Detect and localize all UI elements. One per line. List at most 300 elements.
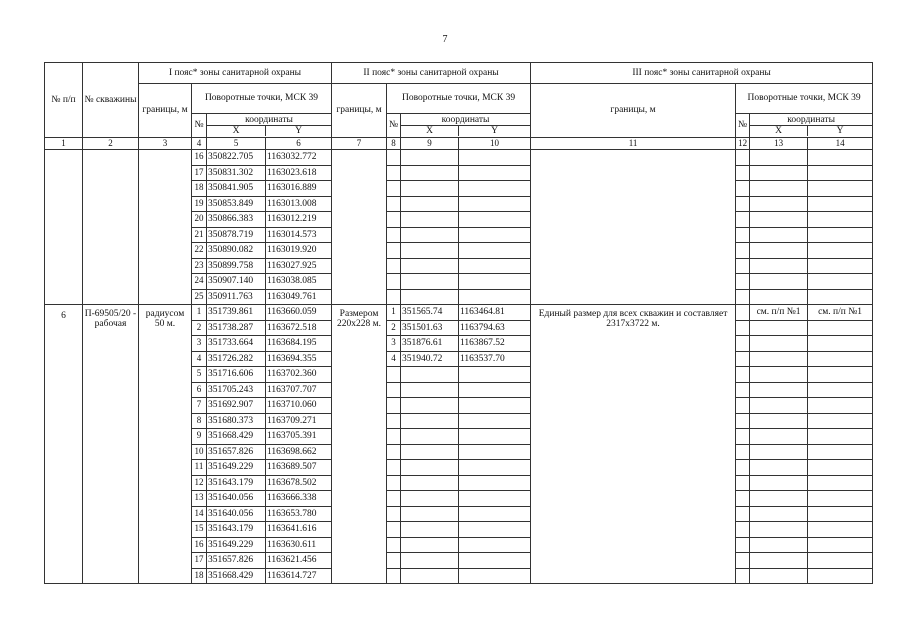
zone3-x <box>750 336 808 352</box>
zone2-point-no <box>387 367 401 383</box>
zone1-y: 1163710.060 <box>266 398 332 414</box>
zone1-x: 350878.719 <box>207 227 266 243</box>
zone3-y <box>808 320 873 336</box>
zone2-y <box>459 413 531 429</box>
zone2-x <box>401 522 459 538</box>
zone3-point-no <box>736 382 750 398</box>
zone1-x: 350841.905 <box>207 181 266 197</box>
zone3-x <box>750 289 808 305</box>
zone3-x <box>750 243 808 259</box>
page-number: 7 <box>442 34 448 45</box>
zone1-y: 1163684.195 <box>266 336 332 352</box>
zone3-y: см. п/п №1 <box>808 305 873 321</box>
zone3-point-no <box>736 243 750 259</box>
zone2-x <box>401 568 459 584</box>
zone2-point-no <box>387 382 401 398</box>
zone1-y: 1163032.772 <box>266 150 332 166</box>
zone1-point-no: 9 <box>192 429 207 445</box>
zone1-point-no: 14 <box>192 506 207 522</box>
zone2-y <box>459 398 531 414</box>
zone2-y <box>459 568 531 584</box>
zone3-point-no <box>736 289 750 305</box>
zone3-x <box>750 382 808 398</box>
zone2-point-no <box>387 196 401 212</box>
header-zone3-coord-label: координаты <box>750 115 872 126</box>
table-row <box>45 150 873 166</box>
zone2-point-no <box>387 289 401 305</box>
header-zone2-y: Y <box>491 126 499 136</box>
zone1-y: 1163660.059 <box>266 305 332 321</box>
zone1-y: 1163678.502 <box>266 475 332 491</box>
zone2-y <box>459 212 531 228</box>
header-zone3-point-no: № <box>736 114 750 138</box>
zone2-y <box>459 537 531 553</box>
zone2-y <box>459 165 531 181</box>
zone2-x: 351565.74 <box>401 305 459 321</box>
header-well-no: № скважины <box>83 63 139 138</box>
zone3-point-no <box>736 460 750 476</box>
zone3-y <box>808 413 873 429</box>
column-number: 9 <box>401 138 459 150</box>
zone2-x <box>401 491 459 507</box>
zone2-x <box>401 165 459 181</box>
zone3-x <box>750 444 808 460</box>
column-number: 11 <box>531 138 736 150</box>
zone3-point-no <box>736 553 750 569</box>
prev-zone1-boundary <box>139 150 192 305</box>
zone1-point-no: 8 <box>192 413 207 429</box>
zone1-x: 351657.826 <box>207 444 266 460</box>
zone3-point-no <box>736 305 750 321</box>
zone1-point-no: 25 <box>192 289 207 305</box>
zone2-y <box>459 227 531 243</box>
zone3-point-no <box>736 181 750 197</box>
column-number: 13 <box>750 138 808 150</box>
zone3-point-no <box>736 413 750 429</box>
prev-zone2-boundary <box>332 150 387 305</box>
zone3-x <box>750 258 808 274</box>
column-number: 7 <box>332 138 387 150</box>
zone2-point-no <box>387 522 401 538</box>
zone3-point-no <box>736 258 750 274</box>
zone3-boundary: Единый размер для всех скважин и составляет 2317х3722 м. <box>531 305 736 584</box>
zone2-y <box>459 429 531 445</box>
zone1-x: 351738.287 <box>207 320 266 336</box>
header-zone2-point-no: № <box>387 114 401 138</box>
zone1-y: 1163707.707 <box>266 382 332 398</box>
zone2-point-no <box>387 553 401 569</box>
zone1-x: 350853.849 <box>207 196 266 212</box>
zone2-boundary: Размером 220х228 м. <box>332 305 387 584</box>
zone2-point-no <box>387 227 401 243</box>
zone3-y <box>808 243 873 259</box>
zone3-y <box>808 196 873 212</box>
zone3-y <box>808 460 873 476</box>
zone1-y: 1163014.573 <box>266 227 332 243</box>
zone2-y <box>459 475 531 491</box>
zone3-y <box>808 227 873 243</box>
zone2-y <box>459 150 531 166</box>
zone3-point-no <box>736 444 750 460</box>
zone2-y <box>459 491 531 507</box>
header-zone2-turning-points: Поворотные точки, МСК 39 <box>387 84 531 114</box>
zone2-point-no <box>387 258 401 274</box>
zone3-point-no <box>736 336 750 352</box>
header-zone3-x: X <box>750 126 808 136</box>
zone3-x <box>750 413 808 429</box>
zone2-x: 351940.72 <box>401 351 459 367</box>
zone3-y <box>808 274 873 290</box>
zone2-y <box>459 522 531 538</box>
sanitary-zone-table <box>44 62 873 584</box>
zone3-x <box>750 196 808 212</box>
zone1-x: 351733.664 <box>207 336 266 352</box>
header-zone2: II пояс* зоны санитарной охраны <box>332 63 531 84</box>
zone3-x <box>750 181 808 197</box>
zone3-y <box>808 212 873 228</box>
header-zone1: I пояс* зоны санитарной охраны <box>139 63 332 84</box>
zone1-y: 1163049.761 <box>266 289 332 305</box>
zone2-x <box>401 506 459 522</box>
zone1-y: 1163705.391 <box>266 429 332 445</box>
zone3-x <box>750 568 808 584</box>
zone3-x <box>750 506 808 522</box>
zone2-point-no: 4 <box>387 351 401 367</box>
zone1-y: 1163016.889 <box>266 181 332 197</box>
zone2-point-no <box>387 212 401 228</box>
zone1-x: 350866.383 <box>207 212 266 228</box>
zone3-point-no <box>736 320 750 336</box>
zone2-point-no <box>387 568 401 584</box>
zone3-y <box>808 336 873 352</box>
zone2-y: 1163537.70 <box>459 351 531 367</box>
zone1-point-no: 13 <box>192 491 207 507</box>
zone1-point-no: 12 <box>192 475 207 491</box>
zone1-y: 1163666.338 <box>266 491 332 507</box>
zone2-x <box>401 382 459 398</box>
zone3-x <box>750 475 808 491</box>
header-zone2-x: X <box>401 126 459 136</box>
zone3-x <box>750 460 808 476</box>
zone1-point-no: 23 <box>192 258 207 274</box>
zone3-y <box>808 351 873 367</box>
zone2-y <box>459 444 531 460</box>
zone1-x: 351668.429 <box>207 429 266 445</box>
zone1-x: 350907.140 <box>207 274 266 290</box>
zone2-point-no <box>387 243 401 259</box>
zone2-x <box>401 150 459 166</box>
zone3-x <box>750 537 808 553</box>
zone2-x <box>401 367 459 383</box>
zone1-y: 1163621.456 <box>266 553 332 569</box>
zone3-x <box>750 429 808 445</box>
zone1-point-no: 4 <box>192 351 207 367</box>
zone2-point-no <box>387 274 401 290</box>
zone3-point-no <box>736 165 750 181</box>
zone1-point-no: 15 <box>192 522 207 538</box>
header-row-no: № п/п <box>45 63 83 138</box>
zone2-point-no <box>387 475 401 491</box>
zone2-y <box>459 196 531 212</box>
zone2-point-no <box>387 491 401 507</box>
zone2-y <box>459 367 531 383</box>
zone1-x: 351692.907 <box>207 398 266 414</box>
zone3-y <box>808 150 873 166</box>
zone3-point-no <box>736 568 750 584</box>
zone3-y <box>808 289 873 305</box>
zone1-x: 351649.229 <box>207 460 266 476</box>
zone2-x <box>401 212 459 228</box>
zone2-point-no <box>387 398 401 414</box>
zone2-y <box>459 274 531 290</box>
zone2-x <box>401 227 459 243</box>
zone1-point-no: 22 <box>192 243 207 259</box>
header-zone1-x: X <box>207 126 266 136</box>
zone2-y: 1163464.81 <box>459 305 531 321</box>
zone2-y <box>459 382 531 398</box>
zone1-point-no: 7 <box>192 398 207 414</box>
zone3-point-no <box>736 196 750 212</box>
prev-row-no <box>45 150 83 305</box>
header-zone1-point-no: № <box>192 114 207 138</box>
zone3-y <box>808 475 873 491</box>
zone1-x: 351643.179 <box>207 522 266 538</box>
zone2-x <box>401 460 459 476</box>
zone3-y <box>808 398 873 414</box>
header-zone2-coordinates <box>401 114 531 138</box>
column-number: 14 <box>808 138 873 150</box>
zone1-x: 350899.758 <box>207 258 266 274</box>
column-number: 6 <box>266 138 332 150</box>
zone3-x <box>750 553 808 569</box>
zone1-x: 351739.861 <box>207 305 266 321</box>
zone1-point-no: 24 <box>192 274 207 290</box>
zone1-point-no: 11 <box>192 460 207 476</box>
zone1-x: 351716.606 <box>207 367 266 383</box>
zone1-y: 1163653.780 <box>266 506 332 522</box>
header-zone1-coord-label: координаты <box>207 115 331 126</box>
zone1-point-no: 19 <box>192 196 207 212</box>
zone3-x <box>750 274 808 290</box>
zone3-point-no <box>736 367 750 383</box>
zone1-y: 1163614.727 <box>266 568 332 584</box>
zone1-point-no: 16 <box>192 150 207 166</box>
zone1-point-no: 16 <box>192 537 207 553</box>
zone2-y: 1163794.63 <box>459 320 531 336</box>
zone1-x: 351657.826 <box>207 553 266 569</box>
zone1-x: 350911.763 <box>207 289 266 305</box>
zone2-x <box>401 444 459 460</box>
zone2-x: 351501.63 <box>401 320 459 336</box>
zone2-y <box>459 243 531 259</box>
zone1-point-no: 20 <box>192 212 207 228</box>
zone1-y: 1163023.618 <box>266 165 332 181</box>
zone2-x <box>401 258 459 274</box>
zone3-y <box>808 382 873 398</box>
zone1-x: 351680.373 <box>207 413 266 429</box>
header-zone3-y: Y <box>836 126 844 136</box>
header-zone1-y: Y <box>295 126 302 136</box>
subheader-row <box>45 84 873 114</box>
zone1-point-no: 2 <box>192 320 207 336</box>
zone1-x: 351668.429 <box>207 568 266 584</box>
zone1-y: 1163709.271 <box>266 413 332 429</box>
zone3-x <box>750 212 808 228</box>
zone2-y <box>459 181 531 197</box>
zone3-y <box>808 429 873 445</box>
zone2-x <box>401 196 459 212</box>
zone1-point-no: 18 <box>192 181 207 197</box>
zone2-x <box>401 537 459 553</box>
zone2-point-no: 1 <box>387 305 401 321</box>
zone1-point-no: 6 <box>192 382 207 398</box>
zone1-point-no: 17 <box>192 553 207 569</box>
zone3-y <box>808 506 873 522</box>
zone1-y: 1163013.008 <box>266 196 332 212</box>
zone1-x: 350822.705 <box>207 150 266 166</box>
well-no: П-69505/20 - рабочая <box>83 305 139 584</box>
zone2-point-no <box>387 537 401 553</box>
zone1-x: 351640.056 <box>207 491 266 507</box>
zone2-x <box>401 181 459 197</box>
zone2-x <box>401 274 459 290</box>
zone1-x: 350890.082 <box>207 243 266 259</box>
zone3-point-no <box>736 398 750 414</box>
column-number: 8 <box>387 138 401 150</box>
zone3-x <box>750 165 808 181</box>
zone1-y: 1163012.219 <box>266 212 332 228</box>
table-row <box>45 305 873 321</box>
zone1-boundary: радиусом 50 м. <box>139 305 192 584</box>
zone1-y: 1163038.085 <box>266 274 332 290</box>
zone3-x <box>750 522 808 538</box>
prev-zone3-boundary <box>531 150 736 305</box>
zone2-x <box>401 429 459 445</box>
zone1-point-no: 5 <box>192 367 207 383</box>
zone3-x <box>750 398 808 414</box>
zone3-x <box>750 351 808 367</box>
zone2-point-no <box>387 444 401 460</box>
zone1-point-no: 1 <box>192 305 207 321</box>
header-zone3-turning-points: Поворотные точки, МСК 39 <box>736 84 873 114</box>
zone2-x <box>401 553 459 569</box>
zone2-x <box>401 398 459 414</box>
zone3-x <box>750 150 808 166</box>
header-zone3: III пояс* зоны санитарной охраны <box>531 63 873 84</box>
zone1-y: 1163019.920 <box>266 243 332 259</box>
zone1-x: 351640.056 <box>207 506 266 522</box>
column-number-row <box>45 138 873 150</box>
column-number: 3 <box>139 138 192 150</box>
zone3-y <box>808 258 873 274</box>
zone3-point-no <box>736 429 750 445</box>
zone3-point-no <box>736 150 750 166</box>
zone3-x <box>750 491 808 507</box>
zone1-y: 1163641.616 <box>266 522 332 538</box>
zone2-point-no <box>387 165 401 181</box>
header-zone3-boundary: границы, м <box>531 84 736 138</box>
zone2-point-no <box>387 150 401 166</box>
zone3-y <box>808 522 873 538</box>
zone1-x: 350831.302 <box>207 165 266 181</box>
zone3-y <box>808 181 873 197</box>
zone2-point-no <box>387 413 401 429</box>
zone2-x <box>401 289 459 305</box>
zone-header-row <box>45 63 873 84</box>
zone2-point-no: 2 <box>387 320 401 336</box>
zone3-x <box>750 227 808 243</box>
zone3-point-no <box>736 537 750 553</box>
header-zone1-boundary: границы, м <box>139 84 192 138</box>
zone3-point-no <box>736 475 750 491</box>
column-number: 12 <box>736 138 750 150</box>
row-no: 6 <box>45 305 83 584</box>
zone2-y <box>459 460 531 476</box>
header-zone1-coordinates <box>207 114 332 138</box>
zone2-point-no <box>387 181 401 197</box>
header-zone2-coord-label: координаты <box>401 115 530 126</box>
zone2-point-no <box>387 506 401 522</box>
zone1-y: 1163027.925 <box>266 258 332 274</box>
zone3-x <box>750 367 808 383</box>
zone2-point-no: 3 <box>387 336 401 352</box>
zone3-y <box>808 444 873 460</box>
zone1-x: 351726.282 <box>207 351 266 367</box>
zone1-y: 1163630.611 <box>266 537 332 553</box>
zone1-point-no: 3 <box>192 336 207 352</box>
zone3-point-no <box>736 212 750 228</box>
zone2-x <box>401 243 459 259</box>
zone3-point-no <box>736 351 750 367</box>
column-number: 1 <box>45 138 83 150</box>
zone3-point-no <box>736 274 750 290</box>
zone3-point-no <box>736 227 750 243</box>
zone1-point-no: 18 <box>192 568 207 584</box>
zone1-point-no: 17 <box>192 165 207 181</box>
zone1-y: 1163672.518 <box>266 320 332 336</box>
zone3-y <box>808 165 873 181</box>
zone1-point-no: 10 <box>192 444 207 460</box>
zone2-y <box>459 289 531 305</box>
zone2-y: 1163867.52 <box>459 336 531 352</box>
zone3-y <box>808 553 873 569</box>
zone3-x: см. п/п №1 <box>750 305 808 321</box>
zone1-x: 351649.229 <box>207 537 266 553</box>
zone2-x: 351876.61 <box>401 336 459 352</box>
zone3-x <box>750 320 808 336</box>
zone1-x: 351705.243 <box>207 382 266 398</box>
column-number: 2 <box>83 138 139 150</box>
zone1-point-no: 21 <box>192 227 207 243</box>
zone3-point-no <box>736 522 750 538</box>
zone2-y <box>459 553 531 569</box>
zone2-y <box>459 506 531 522</box>
header-zone3-coordinates <box>750 114 873 138</box>
zone2-point-no <box>387 429 401 445</box>
header-zone1-turning-points: Поворотные точки, МСК 39 <box>192 84 332 114</box>
zone1-x: 351643.179 <box>207 475 266 491</box>
zone3-y <box>808 491 873 507</box>
zone3-point-no <box>736 506 750 522</box>
zone2-y <box>459 258 531 274</box>
zone3-y <box>808 537 873 553</box>
zone2-point-no <box>387 460 401 476</box>
zone3-y <box>808 568 873 584</box>
zone2-x <box>401 413 459 429</box>
zone3-point-no <box>736 491 750 507</box>
zone2-x <box>401 475 459 491</box>
zone1-y: 1163702.360 <box>266 367 332 383</box>
